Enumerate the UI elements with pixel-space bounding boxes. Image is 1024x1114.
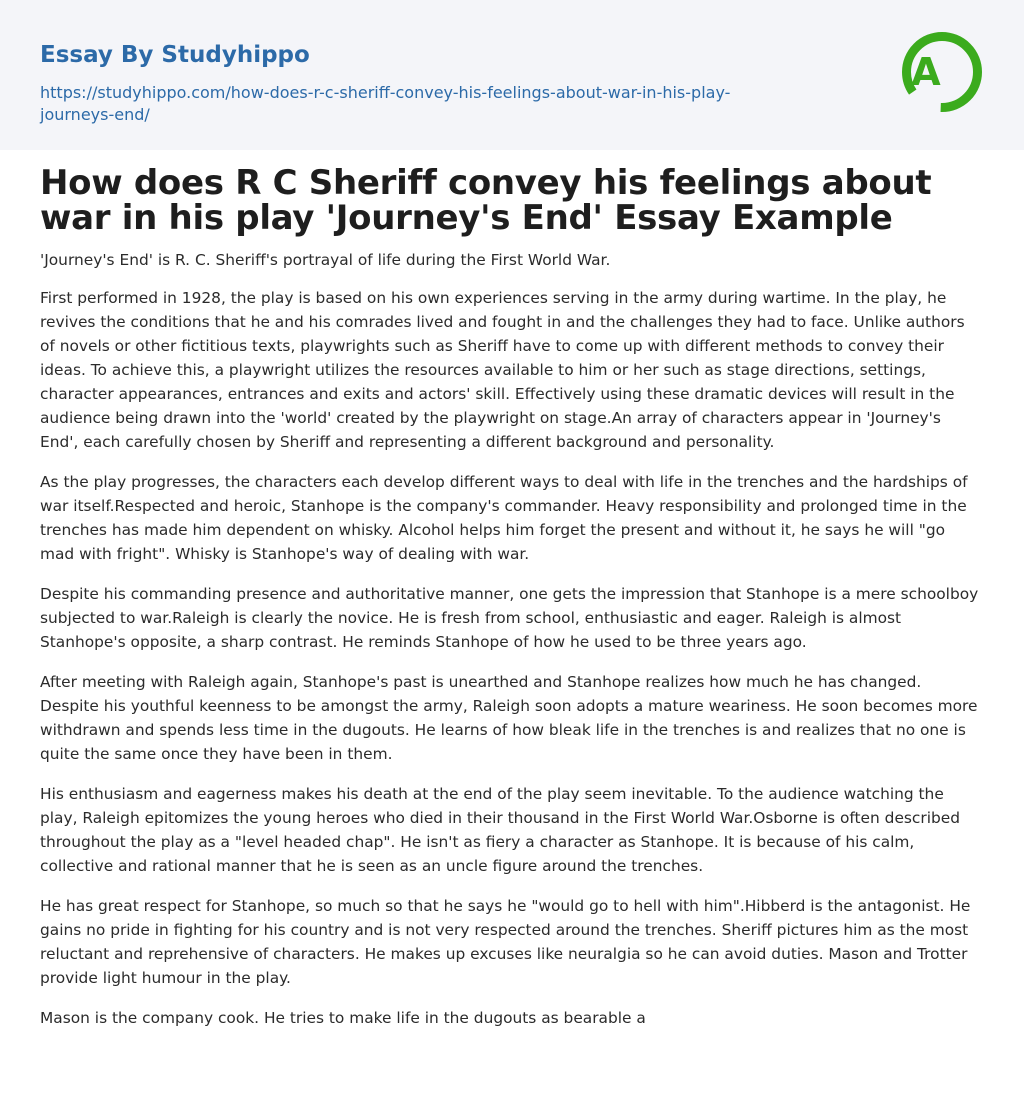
essay-paragraph: As the play progresses, the characters each develop different ways to deal with life in the trenches and the hardships of war itself.Respected and heroic, Stanhope is the company's commander. Heavy responsibility and prolonged time in the trenches has made him dependent on whisky. Alcohol helps him forget the present and without it, he says he will "go mad with fright". Whisky is Stanhope's way of dealing with war. (40, 473, 968, 563)
page-header (0, 0, 1024, 150)
essay-paragraph: Mason is the company cook. He tries to make life in the dugouts as bearable a (40, 1009, 646, 1027)
page-title: How does R C Sheriff convey his feelings about war in his play 'Journey's End' Essay Example (40, 163, 932, 238)
essay-paragraph: 'Journey's End' is R. C. Sheriff's portrayal of life during the First World War. (40, 251, 611, 269)
essay-paragraph: After meeting with Raleigh again, Stanhope's past is unearthed and Stanhope realizes how much he has changed. Despite his youthful keenness to be amongst the army, Raleigh soon adopts a mature weariness. He soon becomes more withdrawn and spends less time in the dugouts. He learns of how bleak life in the trenches is and realizes that no one is quite the same once they have been in them. (40, 673, 978, 763)
site-brand[interactable]: Essay By Studyhippo (40, 42, 310, 68)
logo-letter: A (911, 50, 941, 94)
essay-url-link[interactable]: https://studyhippo.com/how-does-r-c-sheriff-convey-his-feelings-about-war-in-his-play-journeys-end/ (40, 83, 731, 124)
essay-content (0, 150, 1024, 1030)
essay-paragraph: Despite his commanding presence and authoritative manner, one gets the impression that Stanhope is a mere schoolboy subjected to war.Raleigh is clearly the novice. He is fresh from school, enthusiastic and eager. Raleigh is almost Stanhope's opposite, a sharp contrast. He reminds Stanhope of how he used to be three years ago. (40, 585, 979, 651)
essay-paragraph: First performed in 1928, the play is based on his own experiences serving in the army during wartime. In the play, he revives the conditions that he and his comrades lived and fought in and the challenges they had to face. Unlike authors of novels or other fictitious texts, playwrights such as Sheriff have to come up with different methods to convey their ideas. To achieve this, a playwright utilizes the resources available to him or her such as stage directions, settings, character appearances, entrances and exits and actors' skill. Effectively using these dramatic devices will result in the audience being drawn into the 'world' created by the playwright on stage.An array of characters appear in 'Journey's End', each carefully chosen by Sheriff and representing a different background and personality. (40, 289, 965, 451)
essay-paragraph: His enthusiasm and eagerness makes his death at the end of the play seem inevitable. To the audience watching the play, Raleigh epitomizes the young heroes who died in their thousand in the First World War.Osborne is often described throughout the play as a "level headed chap". He isn't as fiery a character as Stanhope. It is because of his calm, collective and rational manner that he is seen as an uncle figure around the trenches. (40, 785, 961, 875)
essay-paragraph: He has great respect for Stanhope, so much so that he says he "would go to hell with him".Hibberd is the antagonist. He gains no pride in fighting for his country and is not very respected around the trenches. Sheriff pictures him as the most reluctant and reprehensive of characters. He makes up excuses like neuralgia so he can avoid duties. Mason and Trotter provide light humour in the play. (40, 897, 971, 987)
grade-a-circle-icon (900, 30, 984, 114)
